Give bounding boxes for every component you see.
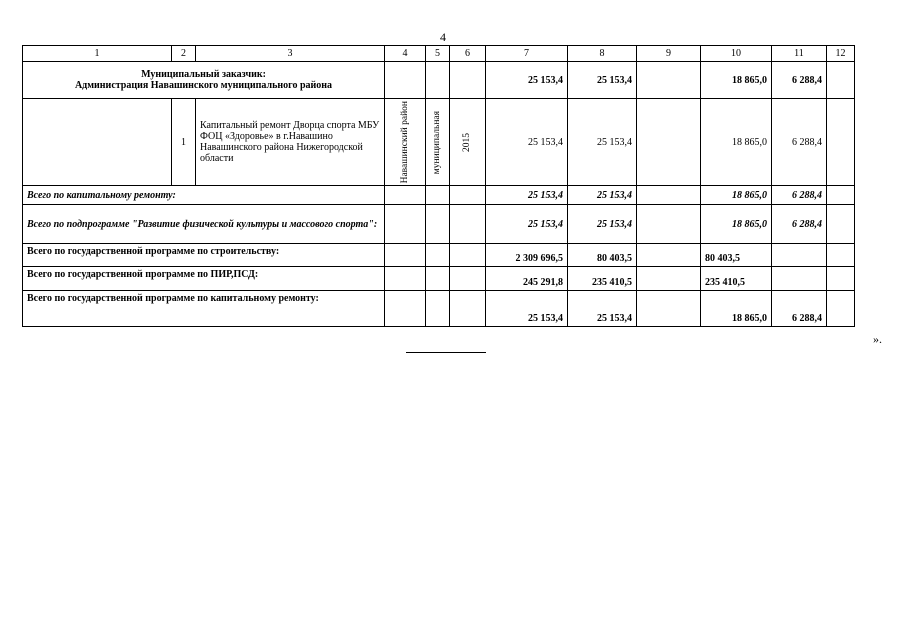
- total-row: [23, 267, 855, 291]
- total-c10: 18 865,0: [701, 186, 772, 205]
- customer-c9: [637, 62, 701, 99]
- item-c9: [637, 99, 701, 186]
- total-c10: 80 403,5: [701, 244, 772, 267]
- total-c8: 80 403,5: [568, 244, 637, 267]
- total-c7: 245 291,8: [486, 267, 568, 291]
- total-label: Всего по подпрограмме "Развитие физической культуры и массового спорта":: [23, 205, 385, 244]
- customer-c8: 25 153,4: [568, 62, 637, 99]
- item-c7: 25 153,4: [486, 99, 568, 186]
- customer-label: Муниципальный заказчик:: [141, 69, 266, 80]
- col-header-6: 6: [450, 46, 486, 62]
- customer-name: Администрация Навашинского муниципального района: [74, 80, 333, 91]
- item-district: Навашинский район: [399, 101, 410, 184]
- item-row: [23, 99, 855, 186]
- col-header-2: 2: [172, 46, 196, 62]
- item-c8: 25 153,4: [568, 99, 637, 186]
- col-header-10: 10: [701, 46, 772, 62]
- item-number: 1: [172, 99, 196, 186]
- col-header-4: 4: [385, 46, 426, 62]
- total-c7: 25 153,4: [486, 186, 568, 205]
- total-c7: 25 153,4: [486, 205, 568, 244]
- item-c10: 18 865,0: [701, 99, 772, 186]
- total-c11: 6 288,4: [772, 205, 827, 244]
- total-label: Всего по государственной программе по капитальному ремонту:: [23, 291, 385, 327]
- total-c11: 6 288,4: [772, 186, 827, 205]
- col-header-7: 7: [486, 46, 568, 62]
- customer-c11: 6 288,4: [772, 62, 827, 99]
- col-header-8: 8: [568, 46, 637, 62]
- total-row: [23, 291, 855, 327]
- total-c8: 25 153,4: [568, 205, 637, 244]
- customer-cell: [23, 62, 385, 99]
- col-header-5: 5: [426, 46, 450, 62]
- total-label: Всего по капитальному ремонту:: [23, 186, 385, 205]
- total-row: [23, 186, 855, 205]
- col-header-1: 1: [23, 46, 172, 62]
- customer-c10: 18 865,0: [701, 62, 772, 99]
- total-c11: 6 288,4: [772, 291, 827, 327]
- total-c10: 18 865,0: [701, 205, 772, 244]
- item-description: Капитальный ремонт Дворца спорта МБУ ФОЦ «Здоровье» в г.Навашино Навашинского района Нижегородской области: [196, 99, 385, 186]
- total-c11: [772, 244, 827, 267]
- total-c7: 2 309 696,5: [486, 244, 568, 267]
- col-header-9: 9: [637, 46, 701, 62]
- total-c7: 25 153,4: [486, 291, 568, 327]
- item-c12: [827, 99, 855, 186]
- program-table: [22, 45, 855, 327]
- total-label: Всего по государственной программе по ПИР,ПСД:: [23, 267, 385, 291]
- total-c10: 18 865,0: [701, 291, 772, 327]
- customer-c7: 25 153,4: [486, 62, 568, 99]
- closing-quote: ».: [873, 332, 882, 346]
- total-c10: 235 410,5: [701, 267, 772, 291]
- customer-row: [23, 62, 855, 99]
- total-row: [23, 244, 855, 267]
- col-header-12: 12: [827, 46, 855, 62]
- divider-line: [406, 352, 486, 353]
- total-c8: 235 410,5: [568, 267, 637, 291]
- total-c8: 25 153,4: [568, 291, 637, 327]
- customer-c12: [827, 62, 855, 99]
- col-header-11: 11: [772, 46, 827, 62]
- total-c11: [772, 267, 827, 291]
- total-c8: 25 153,4: [568, 186, 637, 205]
- item-c11: 6 288,4: [772, 99, 827, 186]
- col-header-3: 3: [196, 46, 385, 62]
- item-year: 2015: [462, 132, 473, 152]
- item-ownership: муниципальная: [432, 110, 443, 174]
- column-number-row: [23, 46, 855, 62]
- total-label: Всего по государственной программе по строительству:: [23, 244, 385, 267]
- page-number: 4: [440, 30, 446, 44]
- total-row: [23, 205, 855, 244]
